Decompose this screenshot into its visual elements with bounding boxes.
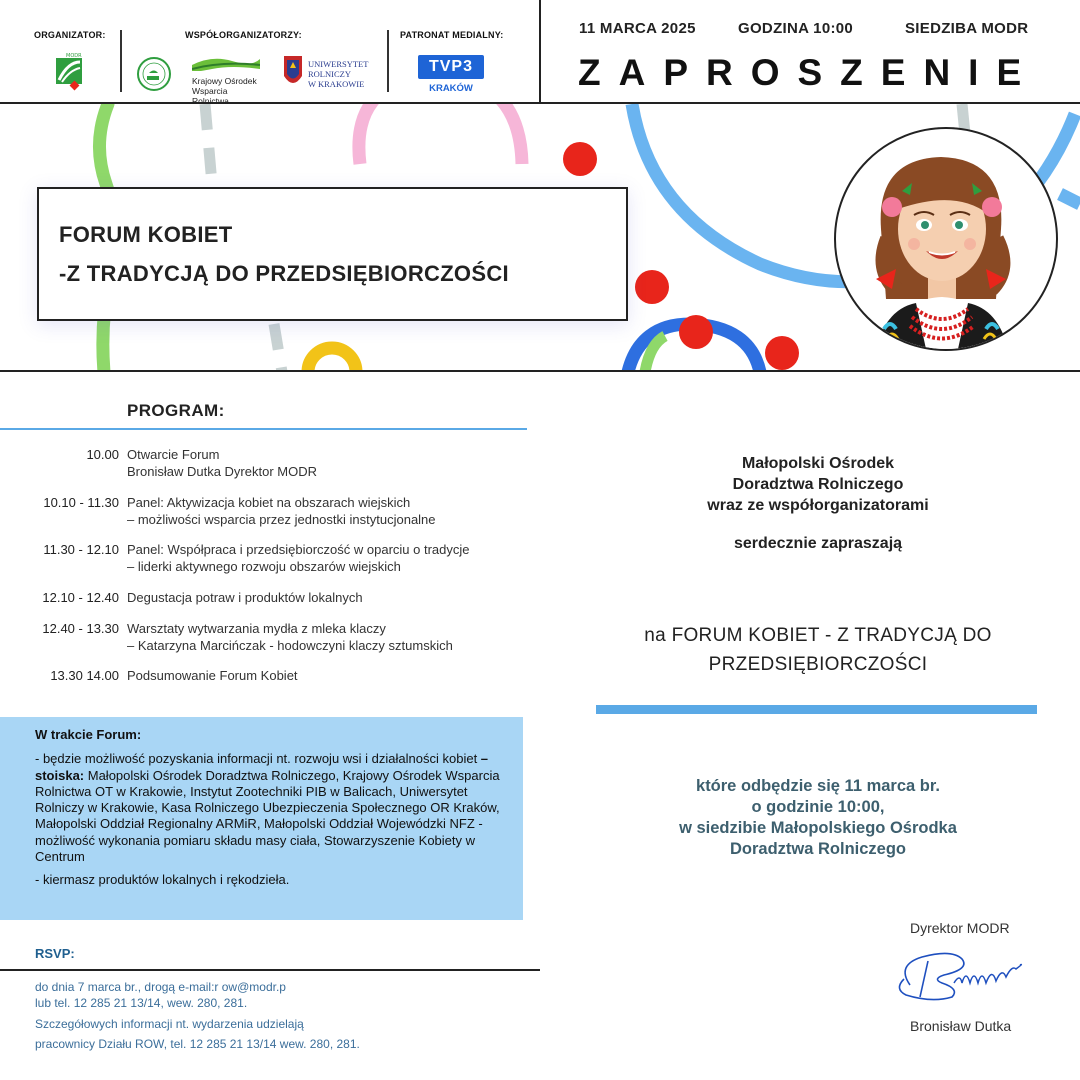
invitation-title: ZAPROSZENIE [578,52,1040,93]
ur-name-line3: W KRAKOWIE [308,79,365,89]
event-details-block [598,776,1038,860]
during-forum-title: W trakcie Forum: [35,727,142,742]
kowr-name-line2: Wsparcia Rolnictwa [192,86,229,106]
kowr-name-line1: Krajowy Ośrodek [192,76,257,86]
event-place: SIEDZIBA MODR [905,20,1029,37]
ur-name-line1: UNIWERSYTET [308,59,369,69]
kowr-logo [192,55,262,106]
program-title: Otwarcie Forum [127,447,220,462]
ur-name-line2: ROLNICZY [308,69,351,79]
program-title: Warsztaty wytwarzania mydła z mleka klaczy [127,621,386,636]
uniwersytet-rolniczy-crest [282,54,304,92]
during-forum-stands-label: – stoiska: [35,751,489,783]
program-subtitle: Bronisław Dutka Dyrektor MODR [127,464,317,479]
modr-logo-text: MODR [66,53,82,59]
event-detail-line: które odbędzie się 11 marca br. [696,777,940,795]
program-subtitle: – liderki aktywnego rozwoju obszarów wiejskich [127,559,401,574]
forum-invite-line: na FORUM KOBIET - Z TRADYCJĄ DO [644,625,992,646]
during-forum-paragraph [35,751,509,865]
signature-title: Dyrektor MODR [910,920,1010,936]
program-time: 10.00 [86,447,119,462]
header-divider [120,30,122,92]
rsvp-info-line: Szczegółowych informacji nt. wydarzenia udzielają [35,1017,304,1031]
program-time: 10.10 - 11.30 [43,495,119,510]
rsvp-phone-line: lub tel. 12 285 21 13/14, wew. 280, 281. [35,996,248,1010]
invite-text: serdecznie zapraszają [733,535,903,552]
during-forum-box [0,717,523,920]
organizer-label: ORGANIZATOR: [34,30,106,40]
instytut-zootechniki-logo [136,56,172,92]
organizer-line: Doradztwa Rolniczego [732,476,904,493]
program-time: 12.10 - 12.40 [42,590,119,605]
event-detail-line: o godzinie 10:00, [751,798,885,816]
program-heading: PROGRAM: [127,401,225,420]
rsvp-email-line: do dnia 7 marca br., drogą e-mail:r ow@modr.p [35,980,286,994]
folk-woman-illustration [836,129,1056,349]
folk-woman-portrait [834,127,1058,351]
program-time: 12.40 - 13.30 [42,621,119,636]
rsvp-heading: RSVP: [35,946,75,961]
tvp3-city: KRAKÓW [429,83,473,94]
header-main-divider [539,0,541,104]
media-label: PATRONAT MEDIALNY: [400,30,504,40]
tvp3-krakow-logo [418,55,484,94]
event-detail-line: w siedzibie Małopolskiego Ośrodka [679,819,957,837]
program-title: Panel: Aktywizacja kobiet na obszarach wiejskich [127,495,411,510]
modr-logo [50,52,86,94]
coorganizers-label: WSPÓŁORGANIZATORZY: [185,30,302,40]
program-title: Panel: Współpraca i przedsiębiorczość w oparciu o tradycje [127,542,470,557]
organizer-block [598,453,1038,516]
header-divider [387,30,389,92]
forum-invite-block [598,621,1038,679]
program-divider [0,428,527,430]
organizer-line: Małopolski Ośrodek [741,455,895,472]
director-signature [892,945,1052,1005]
signature-name: Bronisław Dutka [910,1018,1012,1034]
program-time: 11.30 - 12.10 [43,542,119,557]
organizer-line: wraz ze współorganizatorami [707,497,929,514]
forum-invite-line: PRZEDSIĘBIORCZOŚCI [708,654,928,675]
program-title: Podsumowanie Forum Kobiet [127,668,298,683]
forum-title-line2: -Z TRADYCJĄ DO PRZEDSIĘBIORCZOŚCI [59,261,509,286]
blue-divider [596,705,1037,714]
hero-banner [0,104,1080,372]
rsvp-divider [0,969,540,971]
program-title: Degustacja potraw i produktów lokalnych [127,590,363,605]
event-time: GODZINA 10:00 [738,20,854,37]
during-forum-fair: - kiermasz produktów lokalnych i rękodzieła. [35,872,290,888]
forum-title-box [37,187,628,321]
rsvp-contact-line: pracownicy Działu ROW, tel. 12 285 21 13/14 wew. 280, 281. [35,1037,360,1051]
event-date: 11 MARCA 2025 [579,20,696,37]
event-detail-line: Doradztwa Rolniczego [729,840,906,858]
header [0,0,1080,104]
during-forum-intro: - będzie możliwość pozyskania informacji nt. rozwoju wsi i działalności kobiet [35,751,481,767]
program-subtitle: – Katarzyna Marcińczak - hodowczyni klaczy sztumskich [127,638,453,653]
uniwersytet-rolniczy-name [308,59,368,89]
program-subtitle: – możliwości wsparcia przez jednostki instytucjonalne [127,512,436,527]
during-forum-stands-list: Małopolski Ośrodek Doradztwa Rolniczego, Krajowy Ośrodek Wsparcia Rolnictwa OT w Krakowie, Instytut Zootechniki PIB w Balicach, Uniwersytet Rolniczy w Krakowie, Kasa Rolniczego Ubezpieczenia Społecznego OR Kraków, Małopolski Oddział Regionalny ARMiR, Małopolski Oddział Wojewódzki NFZ - możliwość wykonania pomiaru składu masy ciała, Stowarzyszenie Kobiety w Centrum [35,767,500,865]
forum-title-line1: FORUM KOBIET [59,222,233,247]
tvp3-badge: TVP3 [418,55,484,79]
program-time: 13.30 14.00 [50,668,119,683]
